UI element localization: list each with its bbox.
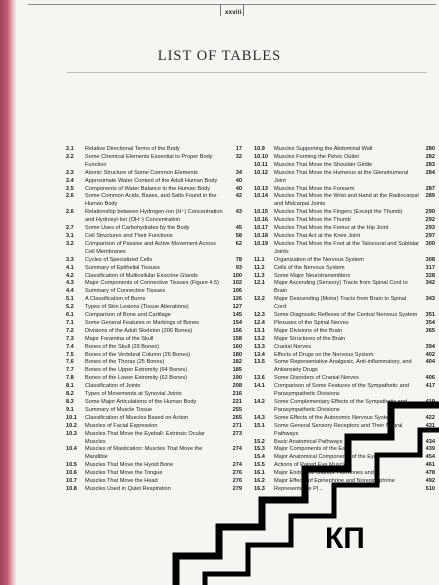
table-title: Some Effects of the Autonomic Nervous System [274,414,393,421]
table-number: 13.3 [254,343,265,350]
page-ref: 273 [232,430,242,437]
page-ref: 255 [232,406,242,413]
table-title: Major Effects of Epinephrine and Norepinephrine [274,478,395,485]
table-title: Some Common Acids, Bases, and Salts Found in the Human Body [85,193,217,208]
page-ref: 274 [232,446,242,453]
table-number: 12.1 [254,280,265,287]
page-ref: 328 [425,272,435,279]
page-ref: 276 [232,470,242,477]
table-number: 14.3 [254,414,265,421]
table-title: Muscles That Move the Wrist and Hand at the Radiocarpal and Midcarpal Joints [274,193,419,208]
page-ref: 221 [232,399,242,405]
table-title: Muscles That Move the Forearm [274,185,355,192]
table-title: Muscles That Act at the Knee Joint [274,232,361,239]
table-number: 6.1 [66,312,74,319]
table-title: Relative Directional Terms of the Body [85,146,180,152]
table-title: Basic Anatomical Pathways [274,438,343,445]
table-title: Major Foramina of the Skull [85,335,154,342]
page-ref: 271 [232,422,242,429]
table-number: 15.4 [254,454,265,461]
table-number: 12.4 [254,319,265,326]
table-title: Some General Sensory Receptors and Their Neural Pathways [274,422,403,437]
page-ref: 216 [232,391,242,398]
table-number: 10.2 [66,422,77,429]
table-title: Muscles That Move the Fingers (Except the Thumb) [274,209,403,216]
table-number: 5.1 [66,296,74,303]
table-title: Components of Water Balance in the Human Body [85,185,211,192]
table-number: 7.2 [66,327,74,334]
table-title: Some Chemical Elements Essential to Proper Body Function [85,153,213,168]
table-number: 3.3 [66,256,74,263]
table-number: 10.18 [254,232,268,239]
page-ref: 154 [232,319,242,326]
page-ref: 17 [235,146,242,152]
table-number: 10.7 [66,478,77,485]
page-ref: 160 [232,343,242,350]
table-title: Classification of Multicellular Exocrine Glands [85,272,198,279]
table-title: Bones of the Vertebral Column (26 Bones) [85,351,191,358]
page-ref: 417 [425,383,435,390]
table-number: 7.1 [66,319,74,326]
page-ref: 406 [425,375,435,382]
page-ref: 289 [425,193,435,200]
table-title: Some Major Articulations of the Human Body [85,399,197,405]
table-number: 4.2 [66,272,74,279]
page-ref: 156 [232,327,242,334]
table-title: Comparison of Some Features of the Sympathetic and Parasympathetic Divisions [274,383,409,398]
table-number: 7.5 [66,351,74,358]
table-title: Muscles Supporting the Abdominal Wall [274,146,373,152]
staircase-line-outer [176,405,439,585]
page-ref: 78 [235,256,242,263]
table-title: Major Divisions of the Brain [274,327,343,334]
page-ref: 102 [232,280,242,287]
table-number: 13.4 [254,351,265,358]
table-title: Cells of the Nervous System [274,264,345,271]
table-title: Major Structures of the Brain [274,335,346,342]
table-number: 10.14 [254,193,268,200]
table-title: Bones of the Upper Extremity (64 Bones) [85,367,187,374]
table-number: 13.5 [254,359,265,366]
table-title: Summary of Epithelial Tissues [85,264,160,271]
table-number: 15.3 [254,446,265,453]
table-title: Bones of the Lower Extremity (62 Bones) [85,375,187,382]
page-ref: 40 [235,177,242,184]
table-title: Muscles That Move the Tongue [85,470,163,477]
page-ref: 58 [235,232,242,239]
page-ref: 454 [425,454,435,461]
table-number: 10.9 [254,146,265,152]
table-title: Muscles of Facial Expression [85,422,158,429]
page-ref: 343 [425,296,435,303]
table-number: 10.17 [254,225,268,232]
table-number: 11.1 [254,256,265,263]
table-number: 2.6 [66,193,74,200]
page-ref: 45 [235,225,242,232]
table-title: Actions of Paired Eye Muscles [274,462,350,469]
page-ref: 300 [425,240,435,247]
table-title: Comparison of Passive and Active Movement Across Cell Membranes [85,240,216,255]
page-ref: 280 [425,146,435,152]
table-number: 16.1 [254,470,265,477]
table-number: 2.5 [66,185,74,192]
table-number: 12.3 [254,312,265,319]
table-title: Major Anatomical Components of the Eye [274,454,377,461]
table-number: 10.5 [66,462,77,469]
table-title: Summary of Connective Tissues [85,288,166,295]
table-title: Major Components of the Ear [274,446,348,453]
page-ref: 434 [425,438,435,445]
table-number: 10.12 [254,169,268,176]
table-number: 2.6 [66,209,74,216]
table-title: Representative Pl... [274,485,323,492]
table-title: Cell Structures and Their Functions [85,232,173,239]
table-title: Major Components of Connective Tissues (Figure 4.5) [85,280,219,287]
page-ref: 492 [425,478,435,485]
table-title: Muscles That Move the Foot at the Talocrural and Subtalar Joints [274,240,419,255]
page-ref: 419 [425,399,435,405]
page-ref: 106 [232,288,242,295]
page-ref: 394 [425,343,435,350]
table-title: Muscles That Move the Shoulder Girdle [274,161,373,168]
table-title: Some Major Neurotransmitters [274,272,351,279]
table-title: Muscles That Move the Thumb [274,217,351,224]
handwritten-label: КП [325,522,365,555]
table-title: Muscles of Mastication: Muscles That Move the Mandible [85,446,203,461]
page-ref: 308 [425,256,435,263]
table-number: 15.2 [254,438,265,445]
page-ref: 100 [232,272,242,279]
table-title: Some Complementary Effects of the Sympathetic and Parasympathetic Divisions [274,399,407,413]
table-number: 10.1 [66,414,77,421]
table-title: Muscles That Move the Femur at the Hip Joint [274,225,389,232]
table-number: 10.19 [254,240,268,247]
table-title: A Classification of Burns [85,296,146,303]
page-ref: 279 [232,485,242,492]
page-ref: 354 [425,319,435,326]
table-number: 2.4 [66,177,74,184]
page-ref: 402 [425,351,435,358]
page-ref: 190 [232,375,242,382]
table-number: 7.4 [66,343,74,350]
table-number: 7.6 [66,359,74,366]
table-number: 12.2 [254,296,265,303]
table-title: Types of Movements at Synovial Joints [85,391,182,398]
table-number: 10.11 [254,161,268,168]
table-number: 10.8 [66,485,77,492]
table-number: 7.7 [66,367,74,374]
table-title: Bones of the Skull (29 Bones) [85,343,160,350]
table-number: 3.2 [66,240,74,247]
table-title: Major Endocrine Glands: Hormones and [274,470,374,477]
table-number: 11.3 [254,272,265,279]
page-ref: 93 [235,264,242,271]
page-ref: 342 [425,280,435,287]
page-ref: 158 [232,335,242,342]
table-number: 8.2 [66,391,74,398]
table-number: 10.16 [254,217,268,224]
table-number: 10.6 [66,470,77,477]
page-ref: 62 [235,240,242,247]
page-ref: 461 [425,462,435,469]
page-ref: 292 [425,217,435,224]
page-number: xxviii [225,10,242,16]
page-ref: 126 [232,296,242,303]
table-number: 13.2 [254,335,265,342]
table-number: 2.2 [66,153,74,160]
page-ref: 185 [232,367,242,374]
table-number: 14.1 [254,383,265,390]
table-number: 10.15 [254,209,268,216]
table-number: 4.3 [66,280,74,287]
table-title: Muscles That Move the Hyoid Bone [85,462,174,469]
page-ref: 287 [425,185,435,192]
table-title: Organization of the Nervous System [274,256,364,263]
table-title: Muscles Forming the Pelvic Outlet [274,153,359,160]
page-ref: 293 [425,225,435,232]
table-title: Some Diagnostic Reflexes of the Central Nervous System [274,312,418,319]
table-number: 15.5 [254,462,265,469]
table-number: 11.2 [254,264,265,271]
table-title: Some Representative Analgesic, Anti-inflammatory, and Antianxiety Drugs [274,359,412,374]
table-title: Some General Features or Markings of Bones [85,319,200,326]
page-ref: 404 [425,359,435,366]
table-title: Comparison of Bone and Cartilage [85,312,171,319]
page-ref: 431 [425,422,435,429]
page-ref: 34 [235,169,242,176]
page-title: LIST OF TABLES [157,48,282,64]
table-number: 4.4 [66,288,74,295]
table-title: Bones of the Thorax (25 Bones) [85,359,165,366]
table-title: Major Ascending (Sensory) Tracts from Spinal Cord to Brain [274,280,408,295]
table-title: Cycles of Specialized Cells [85,256,153,263]
table-title: Divisions of the Adult Skeleton (206 Bones) [85,327,193,334]
page-ref: 284 [425,169,435,176]
table-title: Muscles That Move the Eyeball: Extrinsic Ocular Muscles [85,430,205,445]
table-number: 10.10 [254,153,268,160]
table-number: 10.4 [66,446,77,453]
page-ref: 40 [235,185,242,192]
page-ref: 351 [425,312,435,319]
table-number: 16.3 [254,485,265,492]
table-title: Muscles That Move the Humerus at the Glenohumeral Joint [274,169,409,184]
table-title: Muscles Used in Quiet Respiration [85,485,171,492]
table-number: 4.1 [66,264,74,271]
table-number: 2.1 [66,146,74,152]
table-number: 10.13 [254,185,268,192]
table-number: 13.6 [254,375,265,382]
table-title: Effects of Drugs on the Nervous System [274,351,374,358]
page-ref: 127 [232,304,242,311]
table-number: 9.1 [66,406,74,413]
page-ref: 265 [232,414,242,421]
page-ref: 422 [425,414,435,421]
page-ref: 42 [235,193,242,200]
page-ref: 317 [425,264,435,271]
table-number: 5.2 [66,304,74,311]
page-ref: 182 [232,359,242,366]
table-title: Muscles That Move the Head [85,478,158,485]
table-number: 14.2 [254,399,265,405]
table-title: Types of Skin Lesions (Tissue Alterations) [85,304,189,311]
page-ref: 478 [425,470,435,477]
table-number: 10.3 [66,430,77,437]
table-number: 8.3 [66,399,74,405]
table-number: 3.1 [66,232,74,239]
table-number: 8.1 [66,383,74,390]
table-title: Atomic Structure of Some Common Elements [85,169,198,176]
table-number: 15.1 [254,422,265,429]
table-title: Some Uses of Carbohydrates by the Body [85,225,190,232]
page-ref: 290 [425,209,435,216]
page-ref: 297 [425,232,435,239]
table-number: 7.8 [66,375,74,382]
page-ref: 32 [235,153,242,160]
page-ref: 365 [425,327,435,334]
table-title: Classification of Muscles Based on Action [85,414,189,421]
table-title: Relationship between Hydrogen-Ion (H⁺) Concentration and Hydroxyl-Ion (OH⁻) Concentration [85,209,223,224]
page-ref: 43 [235,209,242,216]
page-ref: 276 [232,478,242,485]
table-number: 2.7 [66,225,74,232]
table-title: Plexuses of the Spinal Nerves [274,319,349,326]
page-ref: 282 [425,153,435,160]
table-title: Summary of Muscle Tissue [85,406,153,413]
table-number: 7.3 [66,335,74,342]
page-ref: 283 [425,161,435,168]
table-title: Some Disorders of Cranial Nerves [274,375,359,382]
table-number: 13.1 [254,327,265,334]
table-number: 2.3 [66,169,74,176]
page-ref: 439 [425,446,435,453]
staircase-line-inner [205,430,439,585]
page-ref: 274 [232,462,242,469]
table-number: 16.2 [254,478,265,485]
table-title: Major Descending (Motor) Tracts from Brain to Spinal Cord [274,296,407,311]
page-ref: 208 [232,383,242,390]
page-ref: 180 [232,351,242,358]
table-title: Cranial Nerves [274,343,311,350]
page-ref: 510 [425,485,435,492]
table-title: Approximate Water Content of the Adult Human Body [85,177,218,184]
table-title: Classification of Joints [85,383,141,390]
page-ref: 145 [232,312,242,319]
